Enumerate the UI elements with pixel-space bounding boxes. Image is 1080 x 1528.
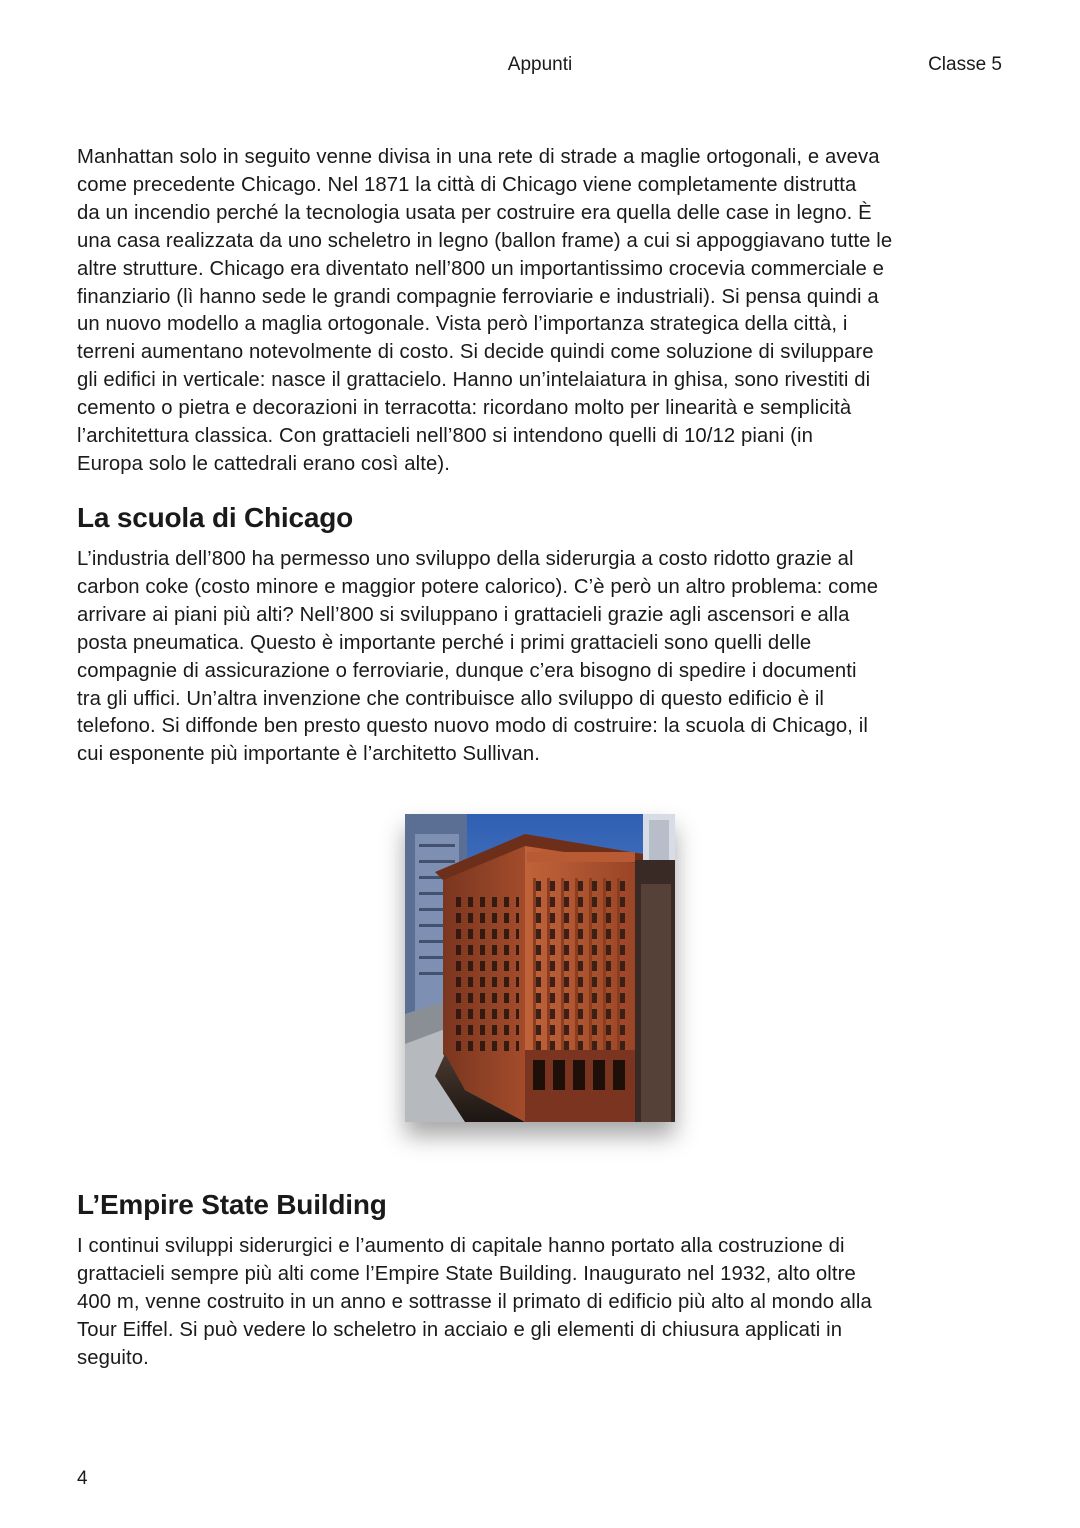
text-line: da un incendio perché la tecnologia usata per costruire era quella delle case in legno. È [77,201,872,224]
text-line: cui esponente più importante è l’architetto Sullivan. [77,743,541,766]
text-line: finanziario (lì hanno sede le grandi compagnie ferroviarie e industriali). Si pensa quindi a [77,285,879,308]
header-class-label: Classe 5 [928,54,1002,75]
text-line: L’industria dell’800 ha permesso uno sviluppo della siderurgia a costo ridotto grazie al [77,548,854,570]
section-heading-empire: L’Empire State Building [77,1189,387,1220]
building-photo [405,814,675,1122]
chicago-paragraph [77,546,1012,769]
text-line: telefono. Si diffonde ben presto questo nuovo modo di costruire: la scuola di Chicago, il [77,715,868,738]
text-line: gli edifici in verticale: nasce il grattacielo. Hanno un’intelaiatura in ghisa, sono rivestiti di [77,369,871,392]
text-line: seguito. [77,1346,149,1369]
intro-paragraph [77,144,1012,479]
text-line: posta pneumatica. Questo è importante perché i primi grattacieli sono quelli delle [77,631,812,654]
text-line: I continui sviluppi siderurgici e l’aumento di capitale hanno portato alla costruzione di [77,1235,845,1257]
text-line: Europa solo le cattedrali erano così alte). [77,452,450,475]
empire-paragraph [77,1233,1012,1373]
text-line: arrivare ai piani più alti? Nell’800 si sviluppano i grattacieli grazie agli ascensori e alla [77,603,850,626]
text-line: 400 m, venne costruito in un anno e sottrasse il primato di edificio più alto al mondo alla [77,1290,872,1313]
text-line: grattacieli sempre più alti come l’Empire State Building. Inaugurato nel 1932, alto oltre [77,1262,856,1285]
text-line: compagnie di assicurazione o ferroviarie, dunque c’era bisogno di spedire i documenti [77,659,857,682]
text-line: l’architettura classica. Con grattacieli nell’800 si intendono quelli di 10/12 piani (in [77,425,813,448]
text-line: Tour Eiffel. Si può vedere lo scheletro in acciaio e gli elementi di chiusura applicati in [77,1318,843,1341]
text-line: Manhattan solo in seguito venne divisa in una rete di strade a maglie ortogonali, e aveva [77,146,880,168]
section-heading-chicago: La scuola di Chicago [77,502,354,533]
header-title: Appunti [507,54,573,75]
text-line: terreni aumentano notevolmente di costo. Si decide quindi come soluzione di sviluppare [77,341,874,364]
text-line: tra gli uffici. Un’altra invenzione che contribuisce allo sviluppo di questo edificio è il [77,687,825,710]
text-line: come precedente Chicago. Nel 1871 la città di Chicago viene completamente distrutta [77,173,857,196]
text-line: altre strutture. Chicago era diventato nell’800 un importantissimo crocevia commerciale e [77,257,884,280]
building-illustration [405,814,675,1122]
text-line: cemento o pietra e decorazioni in terracotta: ricordano molto per linearità e semplicità [77,397,852,420]
text-line: carbon coke (costo minore e maggior potere calorico). C’è però un altro problema: come [77,575,879,598]
text-line: una casa realizzata da uno scheletro in legno (ballon frame) a cui si appoggiavano tutte le [77,229,893,252]
page-number: 4 [77,1468,88,1489]
text-line: un nuovo modello a maglia ortogonale. Vista però l’importanza strategica della città, i [77,313,848,336]
